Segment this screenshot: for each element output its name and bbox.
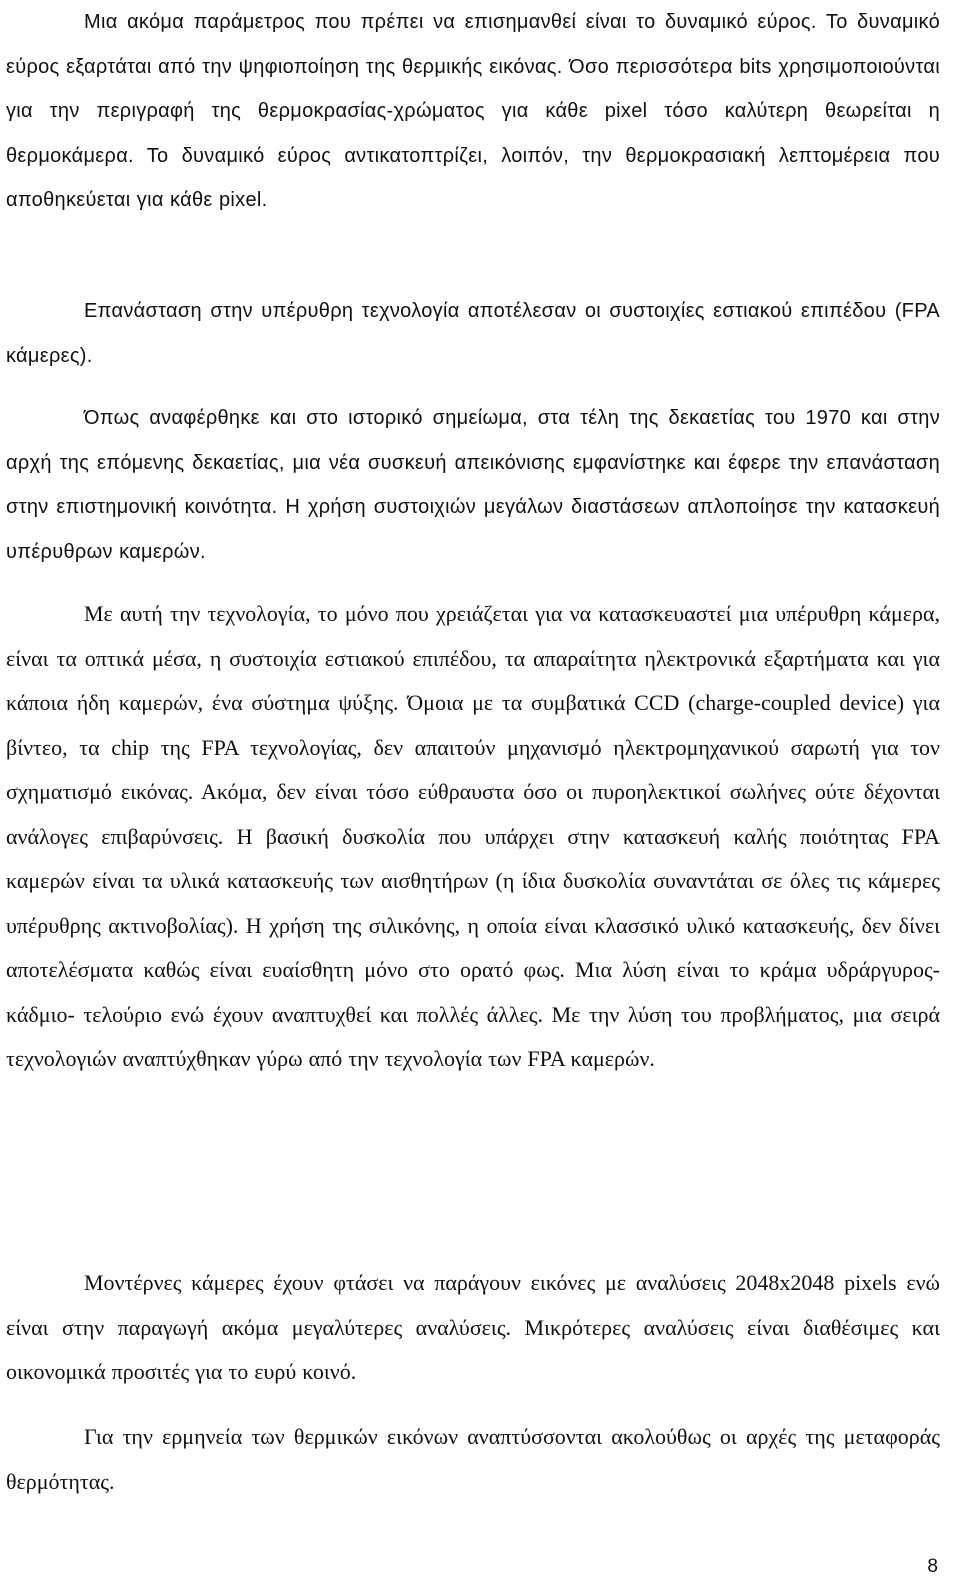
paragraph-history: Όπως αναφέρθηκε και στο ιστορικό σημείωμα, στα τέλη της δεκαετίας του 1970 και στην αρχή της επόμενης δεκαετίας, μια νέα συσκευή απεικόνισης εμφανίστηκε και έφερε την επανάσταση στην επιστημονική κοινότητα. Η χρήση συστοιχιών μεγάλων διαστάσεων απλοποίησε την κατασκευή υπέρυθρων καμερών. bbox=[6, 407, 940, 563]
paragraph-interpretation: Για την ερμηνεία των θερμικών εικόνων αναπτύσσονται ακολούθως οι αρχές της μεταφοράς θερμότητας. bbox=[6, 1424, 940, 1494]
paragraph-fpa-technology: Με αυτή την τεχνολογία, το μόνο που χρειάζεται για να κατασκευαστεί μια υπέρυθρη κάμερα, είναι τα οπτικά μέσα, η συστοιχία εστιακού επιπέδου, τα απαραίτητα ηλεκτρονικά εξαρτήματα και για κάποια ήδη καμερών, ένα σύστημα ψύξης. Όμοια με τα συμβατικά CCD (charge-coupled device) για βίντεο, τα chip της FPA τεχνολογίας, δεν απαιτούν μηχανισμό ηλεκτρομηχανικού σαρωτή για τον σχηματισμό εικόνας. Ακόμα, δεν είναι τόσο εύθραυστα όσο οι πυροηλεκτικοί σωλήνες ούτε δέχονται ανάλογες επιβαρύνσεις. Η βασική δυσκολία που υπάρχει στην κατασκευή καλής ποιότητας FPA καμερών είναι τα υλικά κατασκευής των αισθητήρων (η ίδια δυσκολία συναντάται σε όλες τις κάμερες υπέρυθρης ακτινοβολίας). Η χρήση της σιλικόνης, η οποία είναι κλασσικό υλικό κατασκευής, δεν δίνει αποτελέσματα καθώς είναι ευαίσθητη μόνο στο ορατό φως. Μια λύση είναι το κράμα υδράργυρος-κάδμιο- τελούριο ενώ έχουν αναπτυχθεί και πολλές άλλες. Με την λύση του προβλήματος, μια σειρά τεχνολογιών αναπτύχθηκαν γύρω από την τεχνολογία των FPA καμερών. bbox=[6, 601, 940, 1071]
paragraph-dynamic-range: Μια ακόμα παράμετρος που πρέπει να επισημανθεί είναι το δυναμικό εύρος. Το δυναμικό εύρος εξαρτάται από την ψηφιοποίηση της θερμικής εικόνας. Όσο περισσότερα bits χρησιμοποιούνται για την περιγραφή της θερμοκρασίας-χρώματος για κάθε pixel τόσο καλύτερη θεωρείται η θερμοκάμερα. Το δυναμικό εύρος αντικατοπτρίζει, λοιπόν, την θερμοκρασιακή λεπτομέρεια που αποθηκεύεται για κάθε pixel. bbox=[6, 11, 940, 211]
page-number: 8 bbox=[927, 1556, 938, 1577]
paragraph-modern-cameras: Μοντέρνες κάμερες έχουν φτάσει να παράγουν εικόνες με αναλύσεις 2048x2048 pixels ενώ είναι στην παραγωγή ακόμα μεγαλύτερες αναλύσεις. Μικρότερες αναλύσεις είναι διαθέσιμες και οικονομικά προσιτές για το ευρύ κοινό. bbox=[6, 1270, 940, 1384]
paragraph-fpa-revolution: Επανάσταση στην υπέρυθρη τεχνολογία αποτέλεσαν οι συστοιχίες εστιακού επιπέδου (FPA κάμερες). bbox=[6, 300, 940, 367]
